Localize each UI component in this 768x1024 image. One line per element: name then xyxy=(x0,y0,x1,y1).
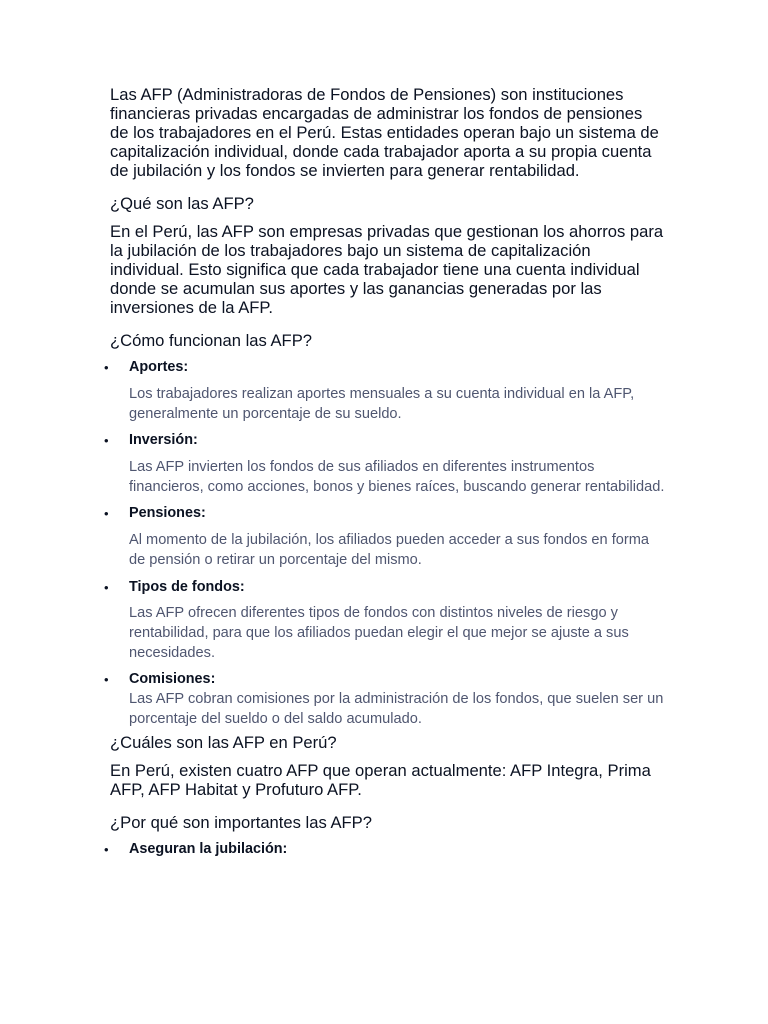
bullet-icon: • xyxy=(104,671,109,687)
item-title: Tipos de fondos: xyxy=(129,578,245,595)
funcionamiento-list xyxy=(104,358,665,729)
item-description: Las AFP cobran comisiones por la administración de los fondos, que suelen ser un porcentaje del sueldo o del saldo acumulado. xyxy=(129,690,664,727)
document-page xyxy=(104,85,665,859)
list-item-inversion xyxy=(104,431,665,498)
item-description: Al momento de la jubilación, los afiliados pueden acceder a sus fondos en forma de pensión o retirar un porcentaje del mismo. xyxy=(129,532,650,569)
bullet-icon: • xyxy=(104,842,109,858)
list-item-aseguran-jubilacion xyxy=(104,840,665,859)
list-item-comisiones xyxy=(104,670,665,730)
intro-paragraph: Las AFP (Administradoras de Fondos de Pensiones) son instituciones financieras privadas encargadas de administrar los fondos de pensiones de los trabajadores en el Perú. Estas entidades operan bajo un sistema de capitalización individual, donde cada trabajador aporta a su propia cuenta de jubilación y los fondos se invierten para generar rentabilidad. xyxy=(110,85,659,180)
section-body-cuales-son: En Perú, existen cuatro AFP que operan actualmente: AFP Integra, Prima AFP, AFP Habitat y Profuturo AFP. xyxy=(110,761,651,800)
importancia-list xyxy=(104,840,665,859)
bullet-icon: • xyxy=(104,579,109,595)
section-heading-como-funcionan: ¿Cómo funcionan las AFP? xyxy=(110,331,312,350)
section-body-que-son: En el Perú, las AFP son empresas privadas que gestionan los ahorros para la jubilación de los trabajadores bajo un sistema de capitalización individual. Esto significa que cada trabajador tiene una cuenta individual donde se acumulan sus aportes y las ganancias generadas por las inversiones de la AFP. xyxy=(110,222,664,317)
bullet-icon: • xyxy=(104,360,109,375)
item-title: Inversión: xyxy=(129,431,198,448)
section-heading-por-que: ¿Por qué son importantes las AFP? xyxy=(110,813,372,833)
bullet-icon: • xyxy=(104,432,109,448)
list-item-tipos-de-fondos xyxy=(104,578,665,664)
item-title: Comisiones: xyxy=(129,670,216,687)
item-description: Las AFP ofrecen diferentes tipos de fondos con distintos niveles de riesgo y rentabilidad, para que los afiliados puedan elegir el que mejor se ajuste a sus necesidades. xyxy=(129,604,629,662)
section-heading-cuales-son: ¿Cuáles son las AFP en Perú? xyxy=(110,733,337,753)
bullet-icon: • xyxy=(104,506,109,522)
item-title: Aseguran la jubilación: xyxy=(129,841,288,858)
item-title: Pensiones: xyxy=(129,505,206,522)
item-description: Los trabajadores realizan aportes mensuales a su cuenta individual en la AFP, generalmente un porcentaje de su sueldo. xyxy=(129,386,635,423)
item-title: Aportes: xyxy=(129,359,189,375)
list-item-aportes xyxy=(104,358,665,425)
section-heading-que-son: ¿Qué son las AFP? xyxy=(110,194,254,213)
item-description: Las AFP invierten los fondos de sus afiliados en diferentes instrumentos financieros, como acciones, bonos y bienes raíces, buscando generar rentabilidad. xyxy=(129,458,665,495)
list-item-pensiones xyxy=(104,504,665,571)
